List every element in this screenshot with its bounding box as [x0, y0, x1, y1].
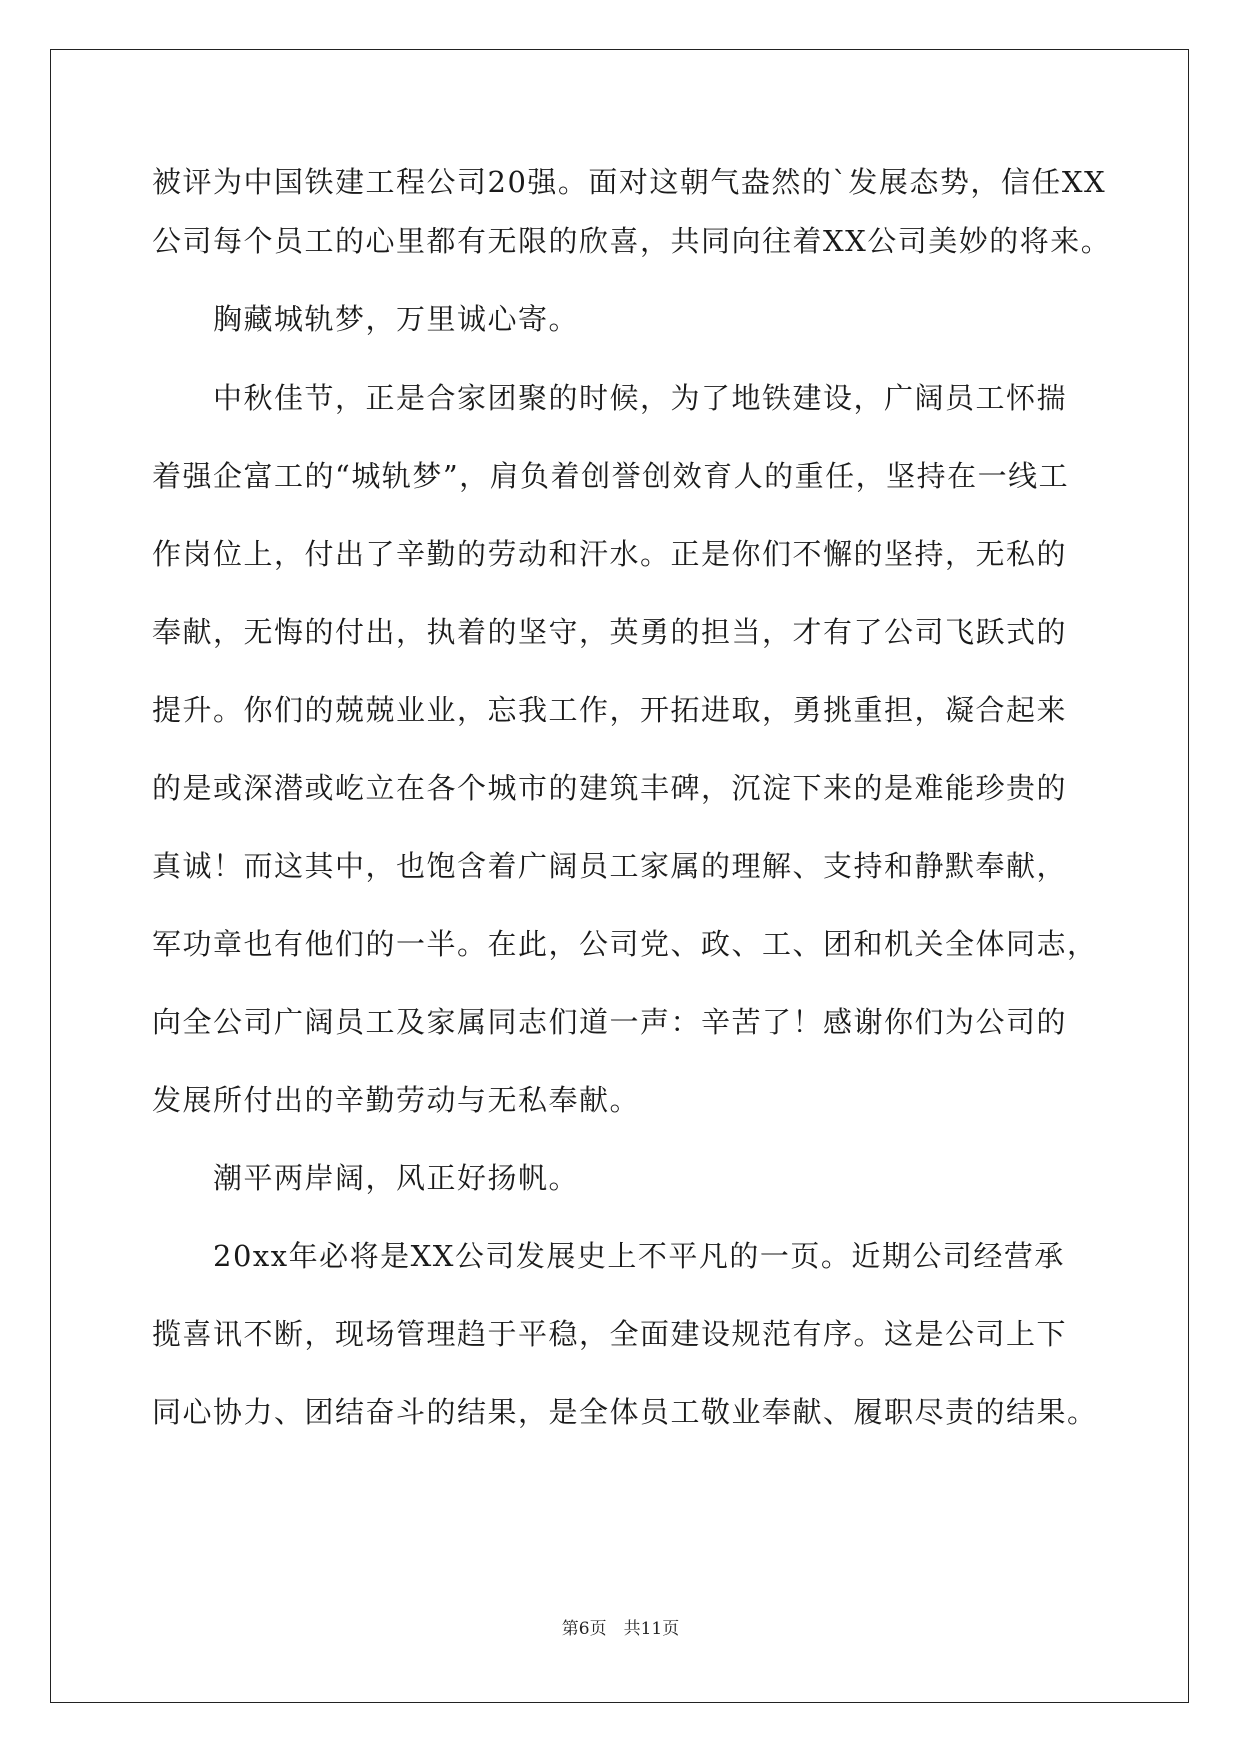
- text-line: 提升。你们的兢兢业业，忘我工作，开拓进取，勇挑重担，凝合起来: [152, 693, 1068, 727]
- text-line: 向全公司广阔员工及家属同志们道一声：辛苦了！感谢你们为公司的: [152, 1005, 1068, 1039]
- paragraph-heading: 胸藏城轨梦，万里诚心寄。: [213, 302, 580, 336]
- text-line: 公司每个员工的心里都有无限的欣喜，共同向往着XX公司美妙的将来。: [152, 224, 1112, 258]
- text-line: 军功章也有他们的一半。在此，公司党、政、工、团和机关全体同志，: [152, 927, 1098, 961]
- text-line: 的是或深潜或屹立在各个城市的建筑丰碑，沉淀下来的是难能珍贵的: [152, 771, 1068, 805]
- text-line: 作岗位上，付出了辛勤的劳动和汗水。正是你们不懈的坚持，无私的: [152, 537, 1068, 571]
- text-line: 同心协力、团结奋斗的结果，是全体员工敬业奉献、履职尽责的结果。: [152, 1395, 1098, 1429]
- text-line: 揽喜讯不断，现场管理趋于平稳，全面建设规范有序。这是公司上下: [152, 1317, 1068, 1351]
- paragraph-heading: 潮平两岸阔，风正好扬帆。: [213, 1161, 580, 1195]
- text-line: 被评为中国铁建工程公司20强。面对这朝气盎然的`发展态势，信任XX: [152, 165, 1107, 199]
- page-number: 第6页 共11页: [561, 1619, 680, 1639]
- text-line: 着强企富工的“城轨梦”，肩负着创誉创效育人的重任，坚持在一线工: [152, 459, 1070, 493]
- text-line: 奉献，无悔的付出，执着的坚守，英勇的担当，才有了公司飞跃式的: [152, 615, 1068, 649]
- text-line: 中秋佳节，正是合家团聚的时候，为了地铁建设，广阔员工怀揣: [213, 381, 1068, 415]
- text-line: 真诚！而这其中，也饱含着广阔员工家属的理解、支持和静默奉献，: [152, 849, 1068, 883]
- text-line: 发展所付出的辛勤劳动与无私奉献。: [152, 1083, 641, 1117]
- text-line: 20xx年必将是XX公司发展史上不平凡的一页。近期公司经营承: [213, 1239, 1065, 1273]
